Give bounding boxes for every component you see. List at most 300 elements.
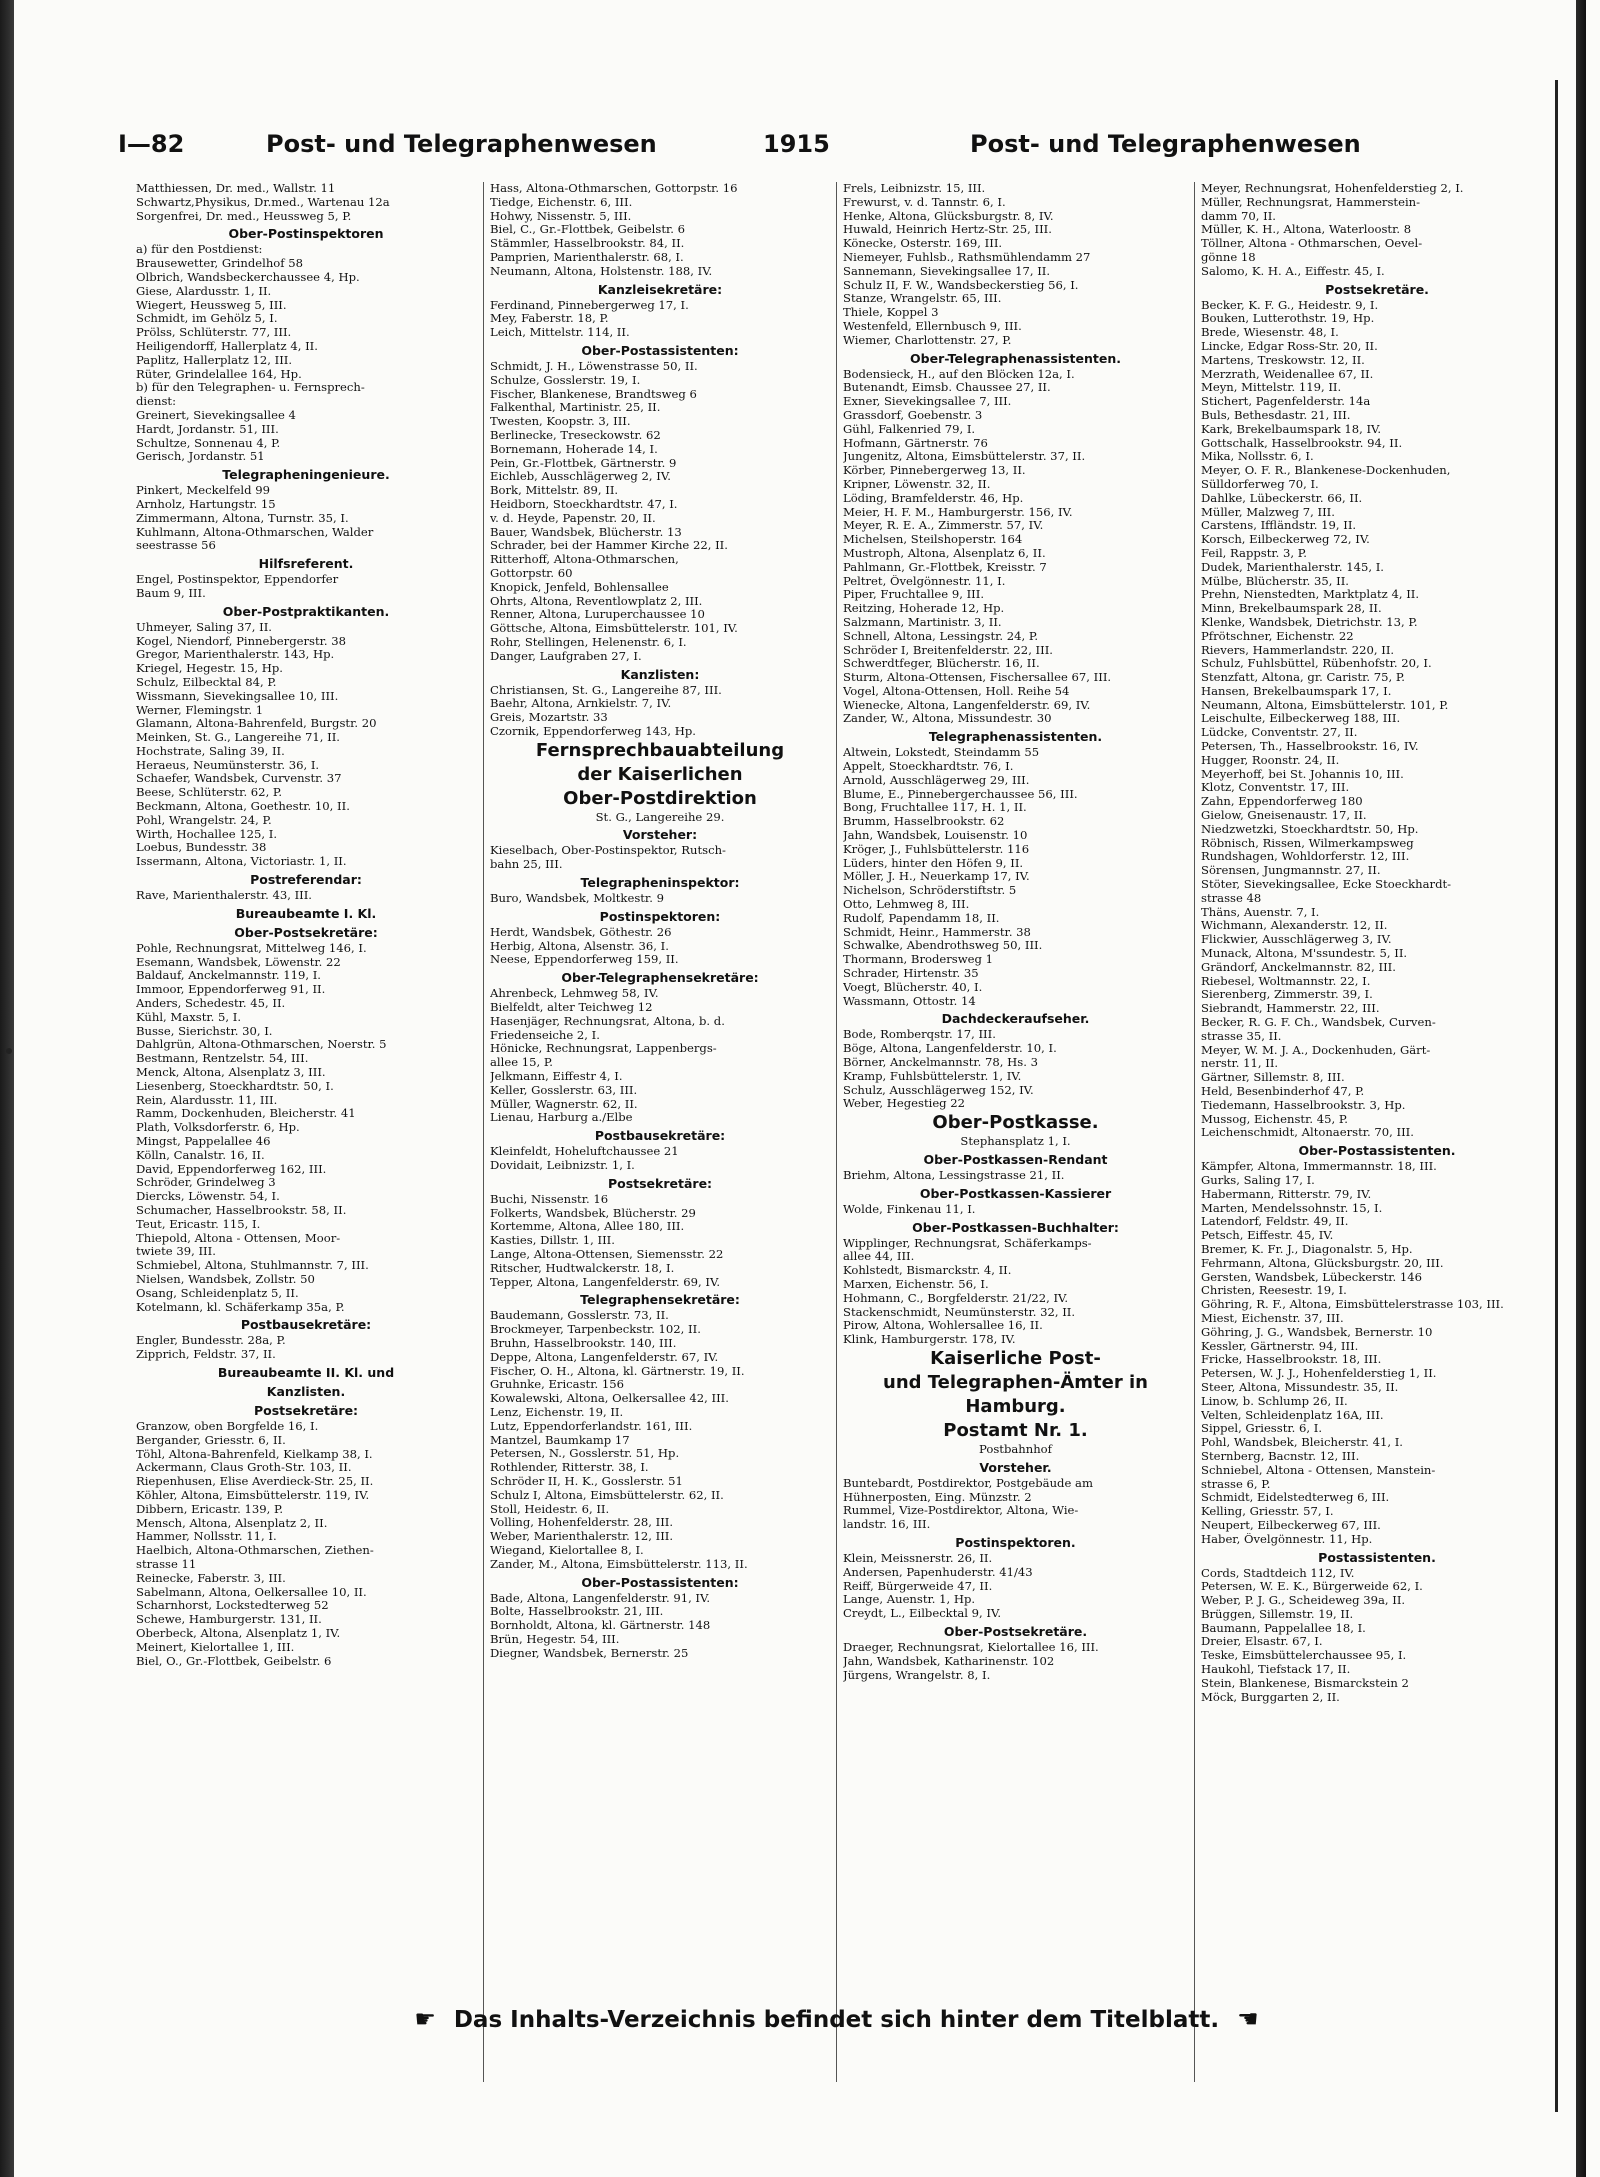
- section-heading: Ober-Postkassen-Kassierer: [919, 1185, 1112, 1201]
- directory-entry: Esemann, Wandsbek, Löwenstr. 22: [136, 955, 341, 969]
- directory-entry: Schaefer, Wandsbek, Curvenstr. 37: [136, 772, 342, 786]
- directory-entry: Mey, Faberstr. 18, P.: [490, 312, 609, 326]
- section-heading: Postreferendar:: [250, 872, 362, 888]
- directory-entry: Frels, Leibnizstr. 15, III.: [843, 182, 986, 195]
- directory-entry: Göhring, J. G., Wandsbek, Bernerstr. 10: [1201, 1325, 1433, 1339]
- directory-entry: Bornemann, Hoherade 14, I.: [490, 442, 658, 456]
- directory-entry: Leich, Mittelstr. 114, II.: [490, 326, 630, 340]
- directory-entry: Hohwy, Nissenstr. 5, III.: [490, 209, 632, 223]
- directory-entry: Reitzing, Hoherade 12, Hp.: [843, 602, 1005, 616]
- directory-entry: Appelt, Stoeckhardtstr. 76, I.: [843, 760, 1014, 774]
- directory-entry: Kripner, Löwenstr. 32, II.: [843, 477, 991, 491]
- office-heading: und Telegraphen-Ämter in: [883, 1371, 1148, 1393]
- directory-entry: Mustroph, Altona, Alsenplatz 6, II.: [843, 546, 1046, 560]
- directory-entry: Falkenthal, Martinistr. 25, II.: [490, 401, 661, 415]
- office-heading: Hamburg.: [965, 1395, 1066, 1417]
- running-header: [118, 130, 1555, 170]
- section-heading: Ober-Postassistenten:: [581, 1574, 739, 1590]
- section-heading: Postsekretäre:: [607, 1175, 713, 1191]
- directory-entry: Lenz, Eichenstr. 19, II.: [490, 1405, 624, 1419]
- directory-entry: Hohmann, C., Borgfelderstr. 21/22, IV.: [843, 1291, 1069, 1305]
- directory-entry: Klein, Meissnerstr. 26, II.: [843, 1551, 993, 1565]
- directory-entry: Munack, Altona, M'ssundestr. 5, II.: [1201, 947, 1408, 961]
- directory-entry: Kasties, Dillstr. 1, III.: [490, 1234, 615, 1248]
- directory-entry: Wiegert, Heussweg 5, III.: [136, 298, 287, 312]
- directory-entry: Danger, Laufgraben 27, I.: [490, 649, 642, 663]
- directory-entry: Sabelmann, Altona, Oelkersallee 10, II.: [136, 1585, 367, 1599]
- directory-entry: Greinert, Sievekingsallee 4: [136, 408, 296, 422]
- directory-entry: Siebrandt, Hammerstr. 22, III.: [1201, 1002, 1380, 1016]
- directory-entry: Wiegand, Kielortallee 8, I.: [490, 1543, 644, 1557]
- directory-entry: Christen, Reesestr. 19, I.: [1201, 1284, 1347, 1298]
- directory-entry: Tepper, Altona, Langenfelderstr. 69, IV.: [490, 1275, 720, 1289]
- directory-entry: Baudemann, Gosslerstr. 73, II.: [490, 1309, 669, 1323]
- directory-entry: Bornholdt, Altona, kl. Gärtnerstr. 148: [490, 1619, 711, 1633]
- directory-entry: Stämmler, Hasselbrookstr. 84, II.: [490, 237, 685, 251]
- directory-entry: strasse 48: [1201, 891, 1262, 905]
- directory-entry: Deppe, Altona, Langenfelderstr. 67, IV.: [490, 1350, 719, 1364]
- directory-entry: Pamprien, Marienthalerstr. 68, I.: [490, 250, 684, 264]
- directory-entry: Biel, O., Gr.-Flottbek, Geibelstr. 6: [136, 1654, 332, 1668]
- directory-entry: Leichenschmidt, Altonaerstr. 70, III.: [1201, 1126, 1414, 1140]
- section-heading: Ober-Postassistenten:: [581, 342, 739, 358]
- directory-entry: Ohrts, Altona, Reventlowplatz 2, III.: [490, 594, 703, 608]
- directory-entry: Stanze, Wrangelstr. 65, III.: [843, 292, 1002, 306]
- directory-entry: Velten, Schleidenplatz 16A, III.: [1201, 1408, 1384, 1422]
- directory-entry: Altwein, Lokstedt, Steindamm 55: [843, 746, 1040, 760]
- directory-entry: Renner, Altona, Luruperchaussee 10: [490, 608, 705, 622]
- directory-entry: Glamann, Altona-Bahrenfeld, Burgstr. 20: [136, 717, 377, 731]
- directory-entry: Fehrmann, Altona, Glücksburgstr. 20, III.: [1201, 1256, 1444, 1270]
- directory-entry: Engler, Bundesstr. 28a, P.: [136, 1334, 286, 1348]
- directory-entry: landstr. 16, III.: [843, 1518, 931, 1532]
- directory-entry: Pohle, Rechnungsrat, Mittelweg 146, I.: [136, 941, 367, 955]
- directory-entry: Göttsche, Altona, Eimsbüttelerstr. 101, IV.: [490, 622, 738, 636]
- header-year: 1915: [763, 130, 830, 158]
- directory-entry: Niemeyer, Fuhlsb., Rathsmühlendamm 27: [843, 250, 1091, 264]
- directory-entry: strasse 11: [136, 1557, 197, 1571]
- directory-entry: Bade, Altona, Langenfelderstr. 91, IV.: [490, 1591, 711, 1605]
- directory-entry: Thiepold, Altona - Ottensen, Moor-: [136, 1231, 341, 1245]
- directory-entry: Schröder I, Breitenfelderstr. 22, III.: [843, 643, 1053, 657]
- directory-entry: twiete 39, III.: [136, 1245, 216, 1259]
- directory-entry: Sülldorferweg 70, I.: [1201, 477, 1319, 491]
- directory-entry: Werner, Flemingstr. 1: [136, 703, 264, 717]
- directory-entry: Schmiebel, Altona, Stuhlmannstr. 7, III.: [136, 1259, 369, 1273]
- directory-entry: Hasenjäger, Rechnungsrat, Altona, b. d.: [490, 1014, 725, 1028]
- directory-entry: Heidborn, Stoeckhardtstr. 47, I.: [490, 497, 678, 511]
- directory-entry: Friedenseiche 2, I.: [490, 1028, 600, 1042]
- directory-entry: Petersen, N., Gosslerstr. 51, Hp.: [490, 1447, 680, 1461]
- directory-entry: Stichert, Pagenfelderstr. 14a: [1201, 395, 1371, 409]
- directory-entry: Loebus, Bundesstr. 38: [136, 841, 267, 855]
- directory-entry: Teske, Eimsbüttelerchaussee 95, I.: [1201, 1649, 1407, 1663]
- directory-entry: Stöter, Sievekingsallee, Ecke Stoeckhardt-: [1201, 878, 1452, 892]
- directory-entry: Lange, Altona-Ottensen, Siemensstr. 22: [490, 1248, 724, 1262]
- directory-entry: Lienau, Harburg a./Elbe: [490, 1111, 633, 1125]
- directory-entry: Wolde, Finkenau 11, I.: [843, 1202, 976, 1216]
- directory-entry: Baldauf, Anckelmannstr. 119, I.: [136, 969, 321, 983]
- directory-entry: strasse 35, II.: [1201, 1029, 1282, 1043]
- directory-entry: Bong, Fruchtallee 117, H. 1, II.: [843, 801, 1027, 815]
- directory-entry: Bremer, K. Fr. J., Diagonalstr. 5, Hp.: [1201, 1242, 1413, 1256]
- directory-entry: Ramm, Dockenhuden, Bleicherstr. 41: [136, 1107, 356, 1121]
- directory-entry: Steer, Altona, Missundestr. 35, II.: [1201, 1380, 1399, 1394]
- directory-entry: Sternberg, Bacnstr. 12, III.: [1201, 1449, 1360, 1463]
- directory-entry: Stein, Blankenese, Bismarckstein 2: [1201, 1676, 1409, 1690]
- section-heading: Ober-Postsekretäre:: [234, 924, 378, 940]
- footer-text: Das Inhalts-Verzeichnis befindet sich hinter dem Titelblatt.: [453, 2007, 1220, 2033]
- directory-entry: Fricke, Hasselbrookstr. 18, III.: [1201, 1353, 1382, 1367]
- directory-entry: Mülbe, Blücherstr. 35, II.: [1201, 574, 1349, 588]
- directory-entry: b) für den Telegraphen- u. Fernsprech-: [136, 381, 365, 395]
- directory-entry: Meyerhoff, bei St. Johannis 10, III.: [1201, 767, 1404, 781]
- directory-entry: Ritscher, Hudtwalckerstr. 18, I.: [490, 1261, 675, 1275]
- directory-entry: Gruhnke, Ericastr. 156: [490, 1378, 624, 1392]
- directory-entry: a) für den Postdienst:: [136, 243, 263, 257]
- directory-entry: Leischulte, Eilbeckerweg 188, III.: [1201, 712, 1401, 726]
- directory-entry: Hochstrate, Saling 39, II.: [136, 744, 285, 758]
- directory-entry: Müller, Rechnungsrat, Hammerstein-: [1201, 195, 1421, 209]
- directory-entry: Jürgens, Wrangelstr. 8, I.: [843, 1668, 991, 1682]
- directory-entry: Klotz, Conventstr. 17, III.: [1201, 781, 1350, 795]
- directory-entry: Wienecke, Altona, Langenfelderstr. 69, IV.: [843, 698, 1091, 712]
- section-heading: Postinspektoren:: [599, 908, 721, 924]
- directory-entry: Kühl, Maxstr. 5, I.: [136, 1010, 241, 1024]
- directory-entry: Kramp, Fuhlsbüttelerstr. 1, IV.: [843, 1069, 1022, 1083]
- directory-entry: Schniebel, Altona - Ottensen, Manstein-: [1201, 1463, 1436, 1477]
- directory-entry: Granzow, oben Borgfelde 16, I.: [136, 1419, 319, 1433]
- directory-entry: Schewe, Hamburgerstr. 131, II.: [136, 1613, 322, 1627]
- directory-entry: Gottorpstr. 60: [490, 566, 573, 580]
- directory-entry: Schröder, Grindelweg 3: [136, 1176, 276, 1190]
- directory-entry: Bielfeldt, alter Teichweg 12: [490, 1001, 653, 1015]
- directory-entry: Paplitz, Hallerplatz 12, III.: [136, 353, 293, 367]
- directory-entry: Gregor, Marienthalerstr. 143, Hp.: [136, 648, 335, 662]
- directory-entry: Prölss, Schlüterstr. 77, III.: [136, 326, 292, 340]
- directory-entry: allee 15, P.: [490, 1056, 553, 1070]
- scan-speck: [6, 1048, 12, 1054]
- directory-entry: Schnell, Altona, Lessingstr. 24, P.: [843, 629, 1039, 643]
- directory-entry: Linow, b. Schlump 26, II.: [1201, 1394, 1348, 1408]
- directory-entry: Bolte, Hasselbrookstr. 21, III.: [490, 1605, 664, 1619]
- directory-entry: Tiedge, Eichenstr. 6, III.: [490, 195, 633, 209]
- directory-entry: Rundshagen, Wohldorferstr. 12, III.: [1201, 850, 1410, 864]
- page-number: I—82: [118, 130, 185, 158]
- directory-entry: Dahlgrün, Altona-Othmarschen, Noerstr. 5: [136, 1038, 387, 1052]
- directory-entry: Hühnerposten, Eing. Münzstr. 2: [843, 1490, 1032, 1504]
- directory-entry: Keller, Gosslerstr. 63, III.: [490, 1083, 638, 1097]
- directory-entry: Nielsen, Wandsbek, Zollstr. 50: [136, 1272, 315, 1286]
- directory-entry: Kowalewski, Altona, Oelkersallee 42, III.: [490, 1392, 729, 1406]
- directory-entry: Dudek, Marienthalerstr. 145, I.: [1201, 560, 1384, 574]
- directory-entry: seestrasse 56: [136, 539, 216, 553]
- column-2: [483, 182, 836, 2082]
- section-heading: Bureaubeamte I. Kl.: [235, 905, 377, 921]
- directory-entry: Meinken, St. G., Langereihe 71, II.: [136, 731, 340, 745]
- directory-entry: Teut, Ericastr. 115, I.: [136, 1217, 261, 1231]
- directory-entry: Klink, Hamburgerstr. 178, IV.: [843, 1333, 1016, 1347]
- directory-entry: Könecke, Osterstr. 169, III.: [843, 237, 1003, 251]
- directory-entry: Ritterhoff, Altona-Othmarschen,: [490, 553, 679, 567]
- directory-entry: damm 70, II.: [1201, 209, 1276, 223]
- directory-entry: Tiedemann, Hasselbrookstr. 3, Hp.: [1201, 1098, 1406, 1112]
- directory-entry: Herbig, Altona, Alsenstr. 36, I.: [490, 939, 669, 953]
- directory-entry: Butenandt, Eimsb. Chaussee 27, II.: [843, 381, 1051, 395]
- directory-entry: Meyer, O. F. R., Blankenese-Dockenhuden,: [1201, 464, 1451, 478]
- directory-entry: Rave, Marienthalerstr. 43, III.: [136, 889, 312, 903]
- directory-entry: Christiansen, St. G., Langereihe 87, III.: [490, 683, 722, 697]
- directory-entry: Lange, Auenstr. 1, Hp.: [843, 1593, 976, 1607]
- directory-entry: Schmidt, Eidelstedterweg 6, III.: [1201, 1491, 1390, 1505]
- directory-entry: Schulz, Ausschlägerweg 152, IV.: [843, 1083, 1034, 1097]
- section-heading: Postassistenten.: [1318, 1549, 1436, 1565]
- directory-entry: Pfrötschner, Eichenstr. 22: [1201, 629, 1354, 643]
- directory-entry: Petsch, Eiffestr. 45, IV.: [1201, 1229, 1334, 1243]
- directory-entry: Korsch, Eilbeckerweg 72, IV.: [1201, 533, 1370, 547]
- section-heading: Ober-Telegraphensekretäre:: [561, 970, 759, 986]
- directory-entry: Busse, Sierichstr. 30, I.: [136, 1024, 273, 1038]
- office-heading: der Kaiserlichen: [577, 763, 743, 785]
- directory-entry: Wipplinger, Rechnungsrat, Schäferkamps-: [843, 1236, 1092, 1250]
- directory-entry: Ferdinand, Pinnebergerweg 17, I.: [490, 298, 689, 312]
- section-heading: Postsekretäre.: [1325, 281, 1429, 297]
- directory-entry: Olbrich, Wandsbeckerchaussee 4, Hp.: [136, 270, 360, 284]
- directory-entry: dienst:: [136, 395, 176, 409]
- directory-entry: Weber, Marienthalerstr. 12, III.: [490, 1530, 674, 1544]
- section-heading: Postinspektoren.: [955, 1534, 1076, 1550]
- directory-entry: Wissmann, Sievekingsallee 10, III.: [136, 689, 339, 703]
- section-heading: Ober-Telegraphenassistenten.: [910, 350, 1121, 366]
- directory-entry: Rein, Alardusstr. 11, III.: [136, 1093, 278, 1107]
- directory-entry: Hugger, Roonstr. 24, II.: [1201, 753, 1340, 767]
- directory-entry: Körber, Pinnebergerweg 13, II.: [843, 464, 1026, 478]
- directory-entry: Frewurst, v. d. Tannstr. 6, I.: [843, 195, 1006, 209]
- directory-entry: Baehr, Altona, Arnkielstr. 7, IV.: [490, 697, 672, 711]
- directory-columns: [136, 182, 1554, 2082]
- directory-entry: Stoll, Heidestr. 6, II.: [490, 1502, 610, 1516]
- section-heading: Telegraphensekretäre:: [580, 1292, 740, 1308]
- directory-entry: Beese, Schlüterstr. 62, P.: [136, 786, 283, 800]
- directory-entry: Reiff, Bürgerweide 47, II.: [843, 1579, 993, 1593]
- directory-entry: Kämpfer, Altona, Immermannstr. 18, III.: [1201, 1160, 1437, 1174]
- directory-entry: Mingst, Pappelallee 46: [136, 1135, 271, 1149]
- directory-entry: Marten, Mendelssohnstr. 15, I.: [1201, 1201, 1383, 1215]
- column-1: [136, 182, 482, 2082]
- directory-entry: Scharnhorst, Lockstedterweg 52: [136, 1599, 329, 1613]
- directory-entry: Pohl, Wandsbek, Bleicherstr. 41, I.: [1201, 1436, 1403, 1450]
- directory-entry: Petersen, W. J. J., Hohenfelderstieg 1, II.: [1201, 1367, 1437, 1381]
- directory-entry: Bork, Mittelstr. 89, II.: [490, 484, 619, 498]
- directory-entry: Matthiessen, Dr. med., Wallstr. 11: [136, 182, 336, 195]
- directory-entry: Wassmann, Ottostr. 14: [843, 994, 976, 1008]
- directory-entry: Lutz, Eppendorferlandstr. 161, III.: [490, 1419, 693, 1433]
- directory-entry: Müller, Wagnerstr. 62, II.: [490, 1097, 638, 1111]
- directory-entry: strasse 6, P.: [1201, 1477, 1271, 1491]
- directory-entry: Sturm, Altona-Ottensen, Fischersallee 67, III.: [843, 671, 1112, 685]
- directory-entry: Baumann, Pappelallee 18, I.: [1201, 1621, 1366, 1635]
- directory-entry: Hardt, Jordanstr. 51, III.: [136, 422, 279, 436]
- directory-entry: Neumann, Altona, Holstenstr. 188, IV.: [490, 264, 713, 278]
- directory-entry: Engel, Postinspektor, Eppendorfer: [136, 573, 339, 587]
- directory-entry: Fischer, Blankenese, Brandtsweg 6: [490, 387, 697, 401]
- directory-entry: Draeger, Rechnungsrat, Kielortallee 16, III.: [843, 1640, 1099, 1654]
- directory-entry: Bouken, Lutterothstr. 19, Hp.: [1201, 312, 1375, 326]
- directory-entry: Röbnisch, Rissen, Wilmerkampsweg: [1201, 836, 1414, 850]
- directory-entry: Kölln, Canalstr. 16, II.: [136, 1148, 265, 1162]
- directory-entry: gönne 18: [1201, 250, 1256, 264]
- directory-entry: Göhring, R. F., Altona, Eimsbüttelerstrasse 103, III.: [1201, 1298, 1504, 1312]
- directory-entry: Heraeus, Neumünsterstr. 36, I.: [136, 758, 320, 772]
- directory-entry: Pirow, Altona, Wohlersallee 16, II.: [843, 1319, 1043, 1333]
- directory-entry: Jahn, Wandsbek, Louisenstr. 10: [843, 829, 1028, 843]
- directory-entry: Nichelson, Schröderstiftstr. 5: [843, 884, 1017, 898]
- directory-entry: Westenfeld, Ellernbusch 9, III.: [843, 319, 1022, 333]
- directory-entry: Thiele, Koppel 3: [843, 306, 939, 320]
- directory-entry: Eichleb, Ausschlägerweg 2, IV.: [490, 470, 671, 484]
- office-heading: Fernsprechbauabteilung: [535, 739, 785, 761]
- directory-entry: Buchi, Nissenstr. 16: [490, 1192, 609, 1206]
- directory-entry: Gurks, Saling 17, I.: [1201, 1173, 1315, 1187]
- directory-entry: Haelbich, Altona-Othmarschen, Ziethen-: [136, 1544, 374, 1558]
- directory-entry: Thäns, Auenstr. 7, I.: [1201, 905, 1320, 919]
- directory-entry: Weber, Hegestieg 22: [843, 1097, 966, 1111]
- directory-entry: Kelling, Griesstr. 57, I.: [1201, 1505, 1334, 1519]
- directory-entry: Schmidt, im Gehölz 5, I.: [136, 312, 278, 326]
- directory-entry: Rudolf, Papendamm 18, II.: [843, 911, 1000, 925]
- directory-entry: Brün, Hegestr. 54, III.: [490, 1632, 620, 1646]
- directory-entry: Schwerdtfeger, Blücherstr. 16, II.: [843, 657, 1040, 671]
- directory-entry: Schrader, Hirtenstr. 35: [843, 967, 979, 981]
- directory-entry: Reinecke, Faberstr. 3, III.: [136, 1571, 286, 1585]
- directory-entry: Böge, Altona, Langenfelderstr. 10, I.: [843, 1042, 1057, 1056]
- directory-entry: Schulz, Eilbecktal 84, P.: [136, 675, 277, 689]
- directory-entry: Herdt, Wandsbek, Göthestr. 26: [490, 925, 672, 939]
- directory-entry: Ackermann, Claus Groth-Str. 103, II.: [136, 1461, 352, 1475]
- section-heading: Vorsteher.: [979, 1459, 1052, 1475]
- directory-entry: Hönicke, Rechnungsrat, Lappenbergs-: [490, 1042, 717, 1056]
- directory-entry: Exner, Sievekingsallee 7, III.: [843, 395, 1012, 409]
- directory-entry: Creydt, L., Eilbecktal 9, IV.: [843, 1607, 1002, 1621]
- directory-entry: Greis, Mozartstr. 33: [490, 711, 608, 725]
- directory-entry: Pein, Gr.-Flottbek, Gärtnerstr. 9: [490, 456, 677, 470]
- directory-entry: Brüggen, Sillemstr. 19, II.: [1201, 1607, 1354, 1621]
- directory-entry: Sierenberg, Zimmerstr. 39, I.: [1201, 988, 1373, 1002]
- directory-entry: Jelkmann, Eiffestr 4, I.: [490, 1070, 623, 1084]
- directory-entry: Haber, Övelgönnestr. 11, Hp.: [1201, 1532, 1373, 1546]
- directory-entry: Rummel, Vize-Postdirektor, Altona, Wie-: [843, 1504, 1079, 1518]
- directory-entry: Thormann, Brodersweg 1: [843, 953, 994, 967]
- directory-entry: Dibbern, Ericastr. 139, P.: [136, 1502, 284, 1516]
- section-heading: Postsekretäre:: [253, 1402, 359, 1418]
- directory-entry: Stenzfatt, Altona, gr. Caristr. 75, P.: [1201, 671, 1405, 685]
- section-heading: Kanzlisten:: [620, 666, 700, 682]
- directory-entry: Dreier, Elsastr. 67, I.: [1201, 1635, 1323, 1649]
- office-heading: Kaiserliche Post-: [930, 1347, 1101, 1369]
- directory-entry: Neumann, Altona, Eimsbüttelerstr. 101, P.: [1201, 698, 1449, 712]
- directory-entry: Kieselbach, Ober-Postinspektor, Rutsch-: [490, 844, 726, 858]
- directory-entry: Schulz II, F. W., Wandsbeckerstieg 56, I.: [843, 278, 1079, 292]
- directory-entry: Börner, Anckelmannstr. 78, Hs. 3: [843, 1056, 1038, 1070]
- directory-entry: Kortemme, Altona, Allee 180, III.: [490, 1220, 685, 1234]
- directory-entry: Kröger, J., Fuhlsbüttelerstr. 116: [843, 842, 1030, 856]
- directory-entry: Wichmann, Alexanderstr. 12, II.: [1201, 919, 1388, 933]
- directory-entry: Diegner, Wandsbek, Bernerstr. 25: [490, 1646, 689, 1660]
- directory-entry: Baum 9, III.: [136, 586, 206, 600]
- directory-entry: Volling, Hohenfelderstr. 28, III.: [490, 1516, 674, 1530]
- directory-entry: Pinkert, Meckelfeld 99: [136, 484, 270, 498]
- office-heading: Ober-Postdirektion: [563, 787, 757, 809]
- directory-entry: Rievers, Hammerlandstr. 220, II.: [1201, 643, 1395, 657]
- directory-entry: Schultze, Sonnenau 4, P.: [136, 436, 281, 450]
- directory-entry: Otto, Lehmweg 8, III.: [843, 898, 970, 912]
- directory-entry: Petersen, W. E. K., Bürgerweide 62, I.: [1201, 1580, 1423, 1594]
- directory-entry: St. G., Langereihe 29.: [595, 810, 725, 824]
- directory-entry: Issermann, Altona, Victoriastr. 1, II.: [136, 855, 347, 869]
- office-heading: Ober-Postkasse.: [932, 1112, 1099, 1134]
- directory-entry: allee 44, III.: [843, 1250, 915, 1264]
- directory-entry: Meier, H. F. M., Hamburgerstr. 156, IV.: [843, 505, 1073, 519]
- directory-entry: Berlinecke, Treseckowstr. 62: [490, 428, 661, 442]
- directory-entry: Jahn, Wandsbek, Katharinenstr. 102: [843, 1654, 1055, 1668]
- directory-entry: Hass, Altona-Othmarschen, Gottorpstr. 16: [490, 182, 738, 195]
- directory-entry: Vogel, Altona-Ottensen, Holl. Reihe 54: [843, 684, 1070, 698]
- directory-entry: Fischer, O. H., Altona, kl. Gärtnerstr. 19, II.: [490, 1364, 745, 1378]
- directory-entry: Pahlmann, Gr.-Flottbek, Kreisstr. 7: [843, 560, 1047, 574]
- directory-entry: Liesenberg, Stoeckhardtstr. 50, I.: [136, 1079, 334, 1093]
- directory-entry: Becker, R. G. F. Ch., Wandsbek, Curven-: [1201, 1016, 1436, 1030]
- directory-entry: Brede, Wiesenstr. 48, I.: [1201, 326, 1339, 340]
- directory-entry: Ahrenbeck, Lehmweg 58, IV.: [490, 987, 659, 1001]
- section-heading: Vorsteher:: [622, 827, 698, 843]
- directory-entry: Schrader, bei der Hammer Kirche 22, II.: [490, 539, 728, 553]
- directory-entry: Brockmeyer, Tarpenbeckstr. 102, II.: [490, 1323, 701, 1337]
- directory-entry: Uhmeyer, Saling 37, II.: [136, 620, 272, 634]
- directory-entry: Henke, Altona, Glücksburgstr. 8, IV.: [843, 209, 1054, 223]
- directory-entry: Töllner, Altona - Othmarschen, Oevel-: [1201, 237, 1423, 251]
- directory-entry: Müller, K. H., Altona, Waterloostr. 8: [1201, 223, 1412, 237]
- directory-entry: Osang, Schleidenplatz 5, II.: [136, 1286, 299, 1300]
- directory-entry: Sannemann, Sievekingsallee 17, II.: [843, 264, 1051, 278]
- directory-entry: Minn, Brekelbaumspark 28, II.: [1201, 602, 1382, 616]
- directory-entry: Gühl, Falkenried 79, I.: [843, 422, 976, 436]
- directory-entry: Sorgenfrei, Dr. med., Heussweg 5, P.: [136, 209, 352, 223]
- directory-entry: Biel, C., Gr.-Flottbek, Geibelstr. 6: [490, 223, 685, 237]
- directory-entry: Kleinfeldt, Hoheluftchaussee 21: [490, 1145, 679, 1159]
- directory-entry: Stackenschmidt, Neumünsterstr. 32, II.: [843, 1305, 1076, 1319]
- directory-entry: Löding, Bramfelderstr. 46, Hp.: [843, 491, 1024, 505]
- directory-entry: Zander, W., Altona, Missundestr. 30: [843, 712, 1052, 726]
- directory-entry: Schwartz,Physikus, Dr.med., Wartenau 12a: [136, 195, 390, 209]
- directory-entry: Bodensieck, H., auf den Blöcken 12a, I.: [843, 367, 1075, 381]
- directory-entry: Schmidt, Heinr., Hammerstr. 38: [843, 925, 1031, 939]
- header-title-right: Post- und Telegraphenwesen: [970, 130, 1361, 158]
- directory-entry: Voegt, Blücherstr. 40, I.: [843, 980, 983, 994]
- directory-entry: Meyer, Rechnungsrat, Hohenfelderstieg 2, I.: [1201, 182, 1464, 195]
- directory-entry: Dovidait, Leibnizstr. 1, I.: [490, 1159, 635, 1173]
- directory-entry: Knopick, Jenfeld, Bohlensallee: [490, 580, 669, 594]
- directory-entry: Brumm, Hasselbrookstr. 62: [843, 815, 1005, 829]
- section-heading: Telegrapheninspektor:: [580, 875, 740, 891]
- directory-entry: Kohlstedt, Bismarckstr. 4, II.: [843, 1264, 1012, 1278]
- directory-entry: Zahn, Eppendorferweg 180: [1201, 795, 1363, 809]
- directory-entry: Bestmann, Rentzelstr. 54, III.: [136, 1052, 309, 1066]
- directory-entry: Bode, Romberqstr. 17, III.: [843, 1028, 996, 1042]
- directory-entry: Czornik, Eppendorferweg 143, Hp.: [490, 724, 696, 738]
- directory-entry: Gottschalk, Hasselbrookstr. 94, II.: [1201, 436, 1403, 450]
- directory-entry: Folkerts, Wandsbek, Blücherstr. 29: [490, 1206, 696, 1220]
- section-heading: Ober-Postkassen-Buchhalter:: [912, 1219, 1119, 1235]
